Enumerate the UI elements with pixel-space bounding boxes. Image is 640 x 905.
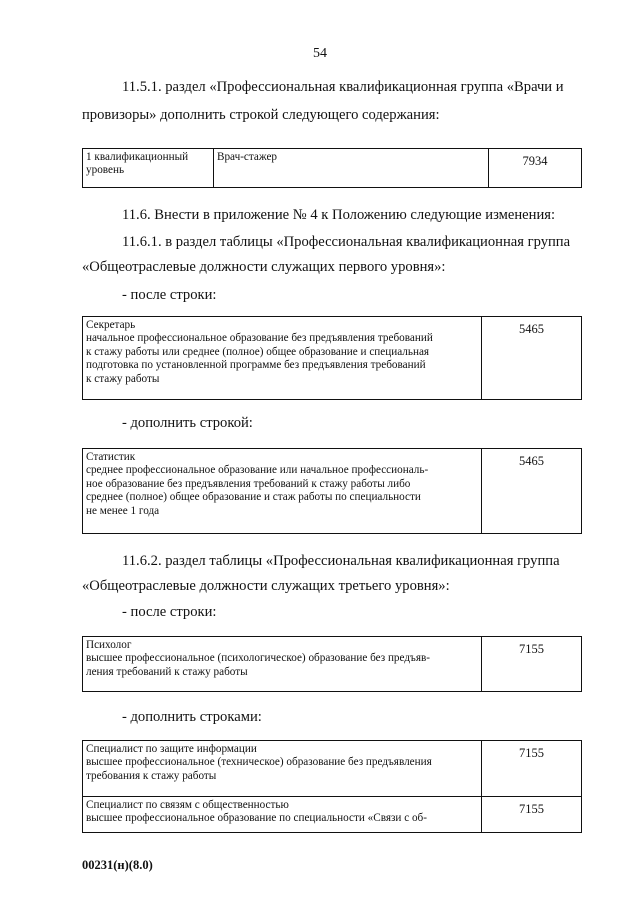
row-text-line: требования к стажу работы [86,769,217,782]
row-title: Статистик [86,451,136,463]
value-cell: 7155 [482,797,582,833]
position-name: Врач-стажер [217,151,278,163]
add-rows-label-2: - дополнить строками: [122,709,262,725]
description-cell [83,637,482,692]
description-cell [83,741,482,797]
description-cell [83,317,482,400]
row-text-line: подготовка по установленной программе без предъявления требований [86,359,426,372]
row-text-line: к стажу работы или среднее (полное) общее образование и специальная [86,345,430,358]
table-statistician-row [82,448,582,534]
qualification-level-cell [83,149,214,188]
paragraph-11-5-1-line1: 11.5.1. раздел «Профессиональная квалификационная группа «Врачи и [122,79,564,95]
add-row-label-1: - дополнить строкой: [122,415,253,431]
paragraph-11-6-1-line1: 11.6.1. в раздел таблицы «Профессиональная квалификационная группа [122,234,571,250]
value-cell: 5465 [482,317,582,400]
value-cell: 7155 [482,637,582,692]
description-cell [83,797,482,833]
row-title: Специалист по защите информации [86,743,257,755]
row-title: Специалист по связям с общественностью [86,799,289,811]
page-number: 54 [313,46,327,61]
row-text-line: высшее профессиональное (психологическое) образование без предъяв- [86,652,430,665]
table-specialists-rows [82,740,582,833]
value-cell: 7155 [482,741,582,797]
position-cell [214,149,489,188]
row-text-line: среднее профессиональное образование или начальное профессиональ- [86,464,429,477]
footer-document-code: 00231(н)(8.0) [82,858,153,872]
value-cell: 5465 [482,449,582,534]
row-text-line: ное образование без предъявления требований к стажу работы либо [86,477,411,490]
after-row-label-2: - после строки: [122,604,217,620]
row-text-line: высшее профессиональное образование по специальности «Связи с об- [86,812,427,825]
table-secretary-row [82,316,582,400]
row-text-line: к стажу работы [86,372,160,385]
table-psychologist-row [82,636,582,692]
qualification-level-line1: 1 квалификационный [86,151,189,163]
row-text-line: высшее профессиональное (техническое) образование без предъявления [86,756,432,769]
table-doctors-row [82,148,582,188]
qualification-level-line2: уровень [86,164,125,177]
paragraph-11-6-2-line2: «Общеотраслевые должности служащих третьего уровня»: [82,578,450,594]
value-cell: 7934 [489,149,582,188]
row-text-line: не менее 1 года [86,504,160,517]
after-row-label-1: - после строки: [122,287,217,303]
row-text-line: ления требований к стажу работы [86,665,248,678]
description-cell [83,449,482,534]
row-title: Секретарь [86,319,136,331]
paragraph-11-6-2-line1: 11.6.2. раздел таблицы «Профессиональная квалификационная группа [122,553,560,569]
paragraph-11-6-1-line2: «Общеотраслевые должности служащих первого уровня»: [82,259,446,275]
row-title: Психолог [86,639,132,651]
paragraph-11-6: 11.6. Внести в приложение № 4 к Положению следующие изменения: [122,207,556,223]
paragraph-11-5-1-line2: провизоры» дополнить строкой следующего содержания: [82,107,440,123]
row-text-line: среднее (полное) общее образование и стаж работы по специальности [86,491,421,504]
row-text-line: начальное профессиональное образование без предъявления требований [86,332,433,345]
